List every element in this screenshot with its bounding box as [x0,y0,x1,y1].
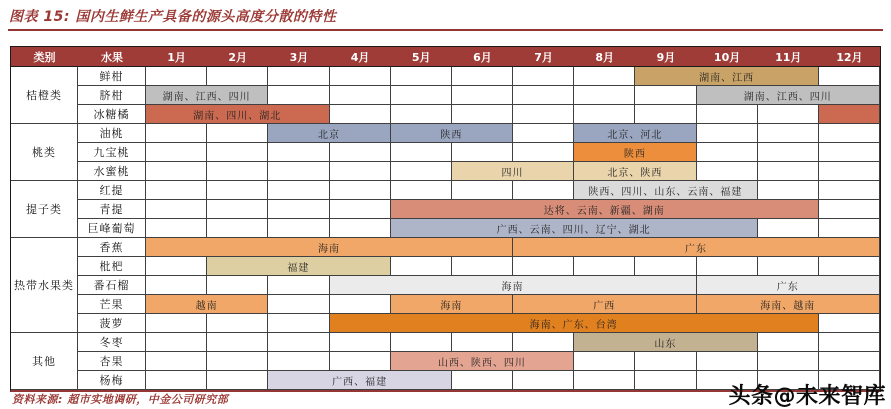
month-cell [513,105,574,124]
month-cell [758,181,819,200]
figure-title: 图表 15: 国内生鲜生产具备的源头高度分散的特性 [9,9,337,25]
month-cell [758,352,819,371]
region-bar: 海南 [330,276,697,295]
seasonality-table [10,46,881,392]
month-cell [513,86,574,105]
month-cell [207,162,268,181]
region-bar: 海南、越南 [697,295,881,314]
month-cell [146,143,207,162]
month-cell [697,352,758,371]
month-cell [574,67,635,86]
month-cell [207,143,268,162]
month-cell [452,333,513,352]
fruit-cell: 冬枣 [78,333,146,352]
month-cell [268,276,329,295]
month-cell [207,352,268,371]
month-cell [758,333,819,352]
watermark-text: 头条@未来智库 [728,384,886,409]
month-cell [207,67,268,86]
month-cell [207,333,268,352]
region-bar: 四川 [452,162,574,181]
month-header: 1月 [146,47,207,67]
month-cell [207,371,268,390]
month-cell [330,352,391,371]
month-cell [207,181,268,200]
category-cell: 其他 [11,333,78,390]
month-cell [146,333,207,352]
month-cell [819,67,880,86]
month-cell [268,67,329,86]
month-cell [146,276,207,295]
column-header: 类别 [11,47,78,67]
month-cell [574,371,635,390]
region-bar: 陕西 [574,143,696,162]
fruit-cell: 芒果 [78,295,146,314]
region-bar: 北京、河北 [574,124,696,143]
month-cell [330,143,391,162]
fruit-cell: 菠萝 [78,314,146,333]
region-bar: 山西、陕西、四川 [391,352,575,371]
month-cell [146,67,207,86]
month-cell [513,333,574,352]
month-cell [513,257,574,276]
month-cell [207,314,268,333]
month-header: 12月 [819,47,880,67]
month-cell [697,143,758,162]
fruit-cell: 番石榴 [78,276,146,295]
month-cell [146,124,207,143]
region-bar: 陕西 [391,124,513,143]
month-cell [207,124,268,143]
month-cell [207,219,268,238]
month-header: 5月 [391,47,452,67]
month-cell [635,257,696,276]
region-bar: 海南、广东、台湾 [330,314,819,333]
month-header: 6月 [452,47,513,67]
fruit-cell: 冰糖橘 [78,105,146,124]
month-cell [268,333,329,352]
region-bar: 福建 [207,257,391,276]
month-header: 2月 [207,47,268,67]
month-cell [819,257,880,276]
region-bar: 达将、云南、新疆、湖南 [391,200,819,219]
month-cell [268,219,329,238]
month-cell [268,200,329,219]
source-note: 资料来源: 超市实地调研，中金公司研究部 [12,393,229,406]
month-cell [574,257,635,276]
fruit-cell: 杏果 [78,352,146,371]
month-cell [819,124,880,143]
region-bar: 北京、陕西 [574,162,696,181]
category-cell: 桃类 [11,124,78,181]
month-cell [268,181,329,200]
month-cell [146,314,207,333]
region-bar: 广东 [697,276,881,295]
month-header: 8月 [574,47,635,67]
month-cell [452,257,513,276]
fruit-cell: 红提 [78,181,146,200]
month-cell [574,352,635,371]
month-cell [697,124,758,143]
month-cell [330,86,391,105]
month-cell [513,371,574,390]
month-cell [146,219,207,238]
column-header: 水果 [78,47,146,67]
month-cell [819,143,880,162]
month-cell [146,257,207,276]
month-cell [391,105,452,124]
region-bar: 越南 [146,295,268,314]
fruit-cell: 枇杷 [78,257,146,276]
category-cell: 提子类 [11,181,78,238]
month-cell [574,105,635,124]
month-cell [146,371,207,390]
month-cell [758,257,819,276]
month-cell [635,371,696,390]
region-bar: 陕西、四川、山东、云南、福建 [574,181,758,200]
fruit-cell: 香蕉 [78,238,146,257]
month-cell [513,143,574,162]
month-cell [268,86,329,105]
region-bar [819,105,880,124]
month-cell [268,314,329,333]
region-bar: 湖南、江西 [635,67,819,86]
fruit-cell: 油桃 [78,124,146,143]
month-cell [452,371,513,390]
month-cell [207,276,268,295]
month-cell [268,295,329,314]
region-bar: 广西 [513,295,697,314]
month-header: 10月 [697,47,758,67]
fruit-cell: 杨梅 [78,371,146,390]
month-cell [452,105,513,124]
month-cell [391,162,452,181]
region-bar: 湖南、江西、四川 [697,86,881,105]
region-bar: 海南 [391,295,513,314]
month-cell [697,162,758,181]
month-cell [146,200,207,219]
fruit-cell: 青提 [78,200,146,219]
month-header: 3月 [268,47,329,67]
month-cell [330,181,391,200]
month-cell [391,86,452,105]
month-cell [207,200,268,219]
month-cell [635,105,696,124]
month-cell [391,257,452,276]
month-cell [452,143,513,162]
month-cell [819,333,880,352]
region-bar: 广东 [513,238,880,257]
region-bar: 广西、福建 [268,371,452,390]
title-underline [8,29,883,31]
month-cell [330,162,391,181]
month-cell [452,67,513,86]
month-cell [758,143,819,162]
region-bar: 广西、云南、四川、辽宁、湖北 [391,219,758,238]
month-cell [391,181,452,200]
month-cell [330,67,391,86]
fruit-cell: 脐柑 [78,86,146,105]
month-cell [758,162,819,181]
month-cell [513,67,574,86]
month-cell [513,181,574,200]
month-cell [758,124,819,143]
month-cell [819,181,880,200]
month-cell [330,219,391,238]
region-bar: 湖南、四川、湖北 [146,105,330,124]
month-cell [330,295,391,314]
month-cell [268,162,329,181]
month-cell [146,162,207,181]
month-cell [146,181,207,200]
month-cell [513,124,574,143]
month-cell [330,333,391,352]
category-cell: 热带水果类 [11,238,78,333]
month-header: 9月 [635,47,696,67]
month-cell [391,333,452,352]
month-cell [268,143,329,162]
month-cell [146,352,207,371]
region-bar: 海南 [146,238,513,257]
month-cell [758,219,819,238]
region-bar: 湖南、江西、四川 [146,86,268,105]
month-cell [452,181,513,200]
region-bar: 山东 [574,333,758,352]
month-cell [635,86,696,105]
fruit-cell: 巨峰葡萄 [78,219,146,238]
fruit-cell: 水蜜桃 [78,162,146,181]
month-cell [330,105,391,124]
month-cell [391,143,452,162]
month-cell [697,105,758,124]
category-cell: 桔橙类 [11,67,78,124]
month-cell [758,105,819,124]
month-cell [574,86,635,105]
fruit-cell: 鲜柑 [78,67,146,86]
month-header: 4月 [330,47,391,67]
month-cell [697,257,758,276]
month-cell [635,352,696,371]
month-cell [819,200,880,219]
month-cell [391,67,452,86]
month-cell [819,314,880,333]
month-cell [819,219,880,238]
month-cell [330,200,391,219]
fruit-cell: 九宝桃 [78,143,146,162]
month-cell [819,162,880,181]
month-cell [819,352,880,371]
month-cell [268,352,329,371]
month-cell [452,86,513,105]
month-header: 11月 [758,47,819,67]
month-header: 7月 [513,47,574,67]
region-bar: 北京 [268,124,390,143]
